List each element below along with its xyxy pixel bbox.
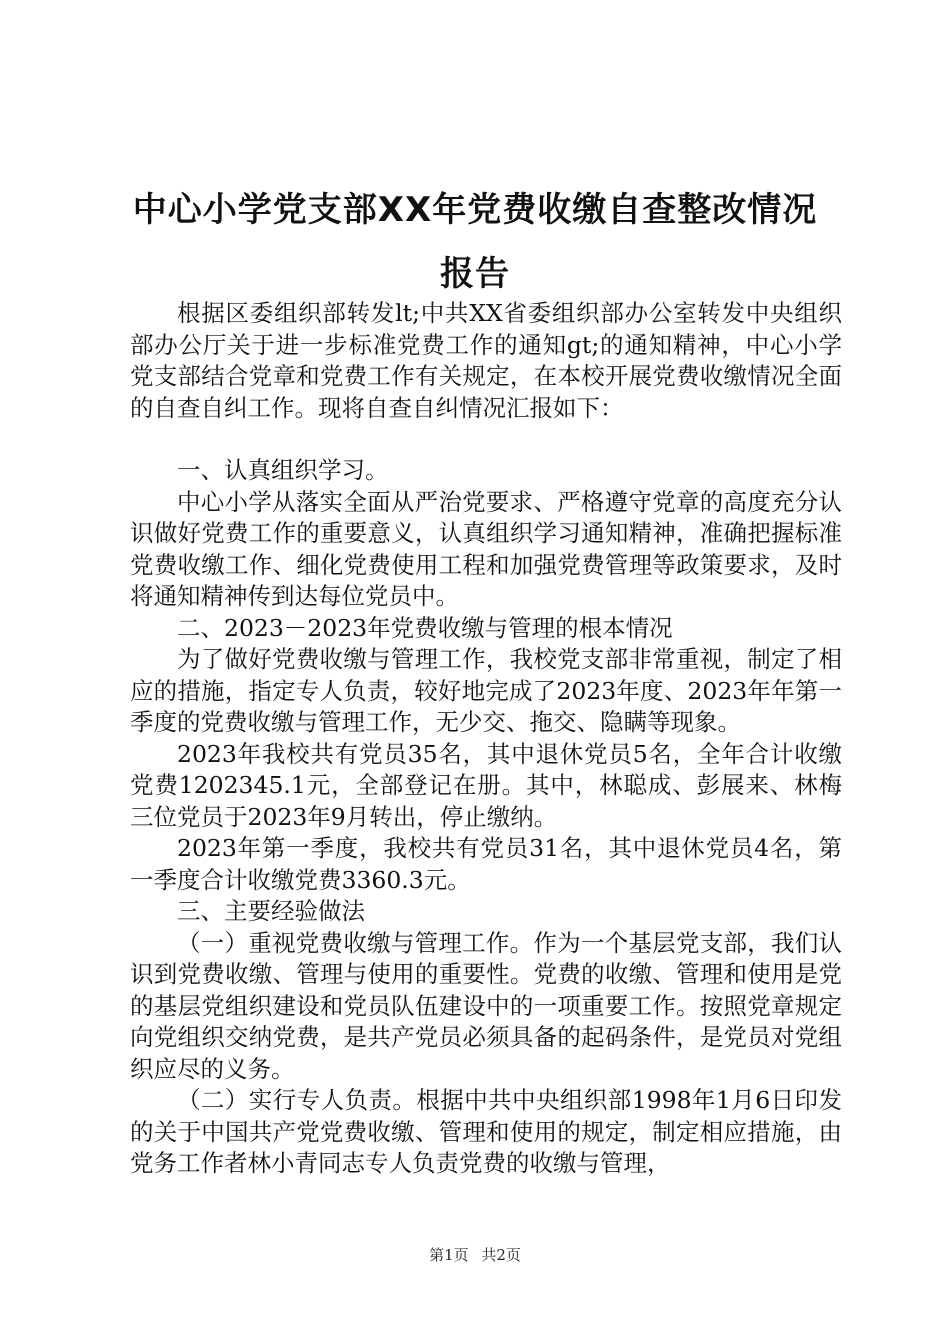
paragraph-spacer xyxy=(130,424,842,455)
section-1-body: 中心小学从落实全面从严治党要求、严格遵守党章的高度充分认识做好党费工作的重要意义，认真组织学习通知精神，准确把握标准党费收缴工作、细化党费使用工程和加强党费管理等政策要求，及时将通知精神传到达每位党员中。 xyxy=(130,487,842,610)
section-2-body-3: 2023年第一季度，我校共有党员31名，其中退休党员4名，第一季度合计收缴党费3360.3元。 xyxy=(130,834,842,894)
title-line-1: 中心小学党支部XX年党费收缴自查整改情况 xyxy=(132,190,818,230)
section-3-heading: 三、主要经验做法 xyxy=(177,897,365,925)
section-1-heading: 一、认真组织学习。 xyxy=(177,456,389,484)
section-3-item-1: （一）重视党费收缴与管理工作。作为一个基层党支部，我们认识到党费收缴、管理与使用的重要性。党费的收缴、管理和使用是党的基层党组织建设和党员队伍建设中的一项重要工作。按照党章规定向党组织交纳党费，是共产党员必须具备的起码条件，是党员对党组织应尽的义务。 xyxy=(130,928,842,1083)
section-3-item-2: （二）实行专人负责。根据中共中央组织部1998年1月6日印发的关于中国共产党党费收缴、管理和使用的规定，制定相应措施，由党务工作者林小青同志专人负责党费的收缴与管理， xyxy=(130,1086,842,1177)
intro-paragraph: 根据区委组织部转发lt;中共XX省委组织部办公室转发中央组织部办公厅关于进一步标准党费工作的通知gt;的通知精神，中心小学党支部结合党章和党费工作有关规定，在本校开展党费收缴情况全面的自查自纠工作。现将自查自纠情况汇报如下： xyxy=(130,299,842,422)
page-footer xyxy=(0,1244,950,1265)
title-line-2: 报告 xyxy=(440,254,510,294)
section-2-body-2: 2023年我校共有党员35名，其中退休党员5名，全年合计收缴党费1202345.1元，全部登记在册。其中，林聪成、彭展来、林梅三位党员于2023年9月转出，停止缴纳。 xyxy=(130,739,842,831)
section-2-heading: 二、2023－2023年党费收缴与管理的根本情况 xyxy=(177,613,673,642)
page-number-total: 共2页 xyxy=(481,1246,521,1264)
document-body xyxy=(130,298,842,1180)
page-number-current: 第1页 xyxy=(429,1246,469,1264)
section-2-body-1: 为了做好党费收缴与管理工作，我校党支部非常重视，制定了相应的措施，指定专人负责，较好地完成了2023年度、2023年年第一季度的党费收缴与管理工作，无少交、拖交、隐瞒等现象。 xyxy=(130,645,842,736)
document-title xyxy=(0,178,950,306)
